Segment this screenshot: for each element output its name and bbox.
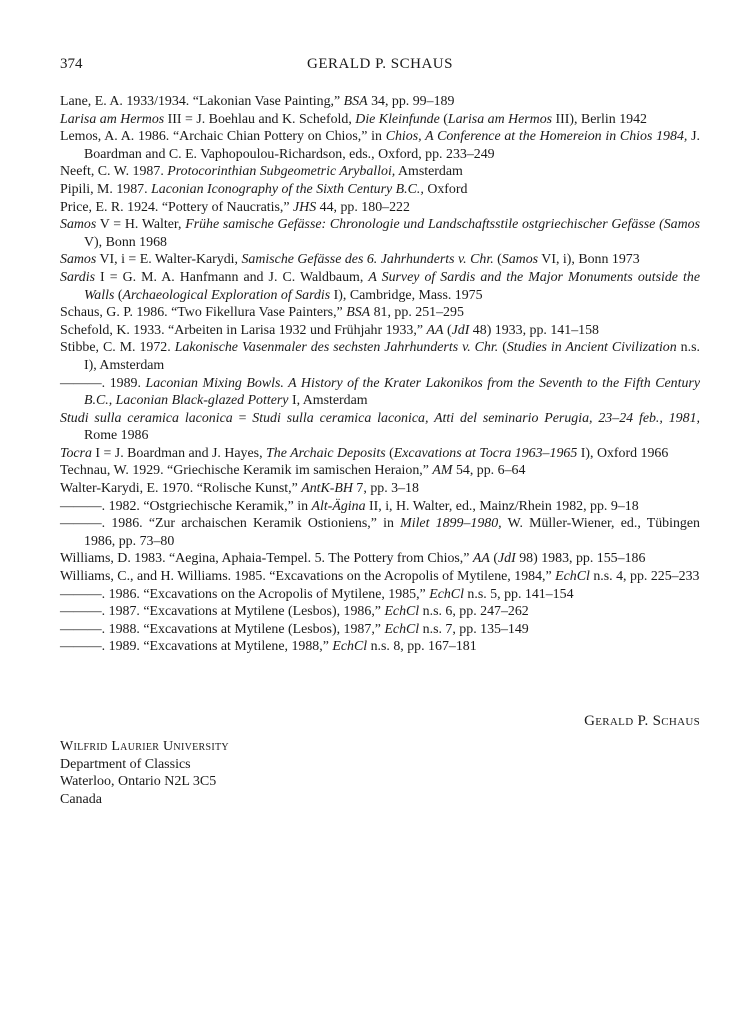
entry-text: V = H. Walter, (96, 217, 186, 233)
bibliography-entry (60, 251, 700, 269)
entry-text: Pipili, M. 1987. (60, 181, 152, 197)
entry-title: EchCl (429, 586, 464, 602)
bibliography-entry (60, 445, 700, 463)
entry-text: ———. 1987. “Excavations at Mytilene (Lesbos), 1986,” (60, 604, 385, 620)
entry-text: n.s. I), Amsterdam (84, 340, 700, 373)
entry-title: AA (472, 551, 490, 567)
bibliography-list (60, 93, 700, 656)
entry-text: Walter-Karydi, E. 1970. “Rolische Kunst,” (60, 481, 302, 497)
entry-title: AntK-BH (301, 481, 353, 497)
entry-title: EchCl (384, 621, 420, 637)
entry-text: Oxford (423, 181, 468, 197)
entry-text: 54, pp. 6–64 (452, 463, 526, 479)
bibliography-entry (60, 269, 700, 304)
bibliography-entry (60, 93, 700, 111)
entry-text: ———. 1986. “Excavations on the Acropolis of Mytilene, 1985,” (60, 586, 430, 602)
entry-text: Amsterdam (395, 164, 463, 180)
entry-text: ( (493, 252, 502, 268)
bibliography-entry (60, 586, 700, 604)
entry-text: Williams, D. 1983. “Aegina, Aphaia-Tempel. 5. The Pottery from Chios,” (60, 551, 473, 567)
running-head: GERALD P. SCHAUS (307, 56, 453, 72)
entry-title: Chios, A Conference at the Homereion in Chios 1984, (385, 129, 688, 145)
entry-text: I), Oxford 1966 (577, 445, 669, 461)
entry-text: 98) 1983, pp. 155–186 (515, 551, 646, 567)
entry-text: III = J. Boehlau and K. Schefold, (164, 111, 356, 127)
bibliography-entry (60, 515, 700, 550)
entry-text: ( (114, 287, 123, 303)
entry-text: ( (443, 322, 452, 338)
entry-title: Studies in Ancient Civilization (506, 340, 677, 356)
entry-text: ( (498, 340, 507, 356)
bibliography-entry (60, 550, 700, 568)
entry-text: Lemos, A. A. 1986. “Archaic Chian Pottery on Chios,” in (60, 129, 386, 145)
entry-text: ———. 1989. (60, 375, 146, 391)
entry-title: Tocra (60, 445, 92, 461)
bibliography-entry (60, 322, 700, 340)
bibliography-entry (60, 111, 700, 129)
page-number: 374 (60, 56, 83, 72)
entry-title: Protocorinthian Subgeometric Aryballoi, (167, 164, 396, 180)
bibliography-entry (60, 498, 700, 516)
entry-title: Larisa am Hermos (60, 111, 165, 127)
entry-text: VI, i = E. Walter-Karydi, (96, 252, 242, 268)
entry-title: Excavations at Tocra 1963–1965 (393, 445, 578, 461)
entry-text: Lane, E. A. 1933/1934. “Lakonian Vase Painting,” (60, 94, 344, 109)
entry-text: Schefold, K. 1933. “Arbeiten in Larisa 1932 und Frühjahr 1933,” (60, 322, 427, 338)
entry-text: n.s. 7, pp. 135–149 (419, 621, 529, 637)
entry-text: n.s. 4, pp. 225–233 (589, 569, 700, 585)
entry-text: II, i, H. Walter, ed., Mainz/Rhein 1982, pp. 9–18 (365, 498, 639, 514)
entry-title: Samos (501, 252, 539, 268)
entry-text: 81, pp. 251–295 (370, 305, 464, 321)
entry-text: 7, pp. 3–18 (352, 481, 419, 497)
entry-title: Laconian Iconography of the Sixth Century B.C., (151, 181, 424, 197)
bibliography-entry (60, 603, 700, 621)
bibliography-entry (60, 621, 700, 639)
entry-title: Laconian Mixing Bowls. A History of the Krater Lakonikos from the Seventh to the Fifth Century B.C., Laconian Black-glazed Pottery (84, 375, 701, 409)
entry-text: I, Amsterdam (288, 393, 368, 409)
entry-title: The Archaic Deposits (266, 445, 386, 461)
entry-title: Samos (60, 217, 97, 233)
entry-title: BSA (343, 94, 368, 109)
entry-text: J. Boardman and C. E. Vaphopoulou-Richardson, eds., Oxford, pp. 233–249 (84, 129, 700, 162)
entry-text: ———. 1986. “Zur archaischen Keramik Ostioniens,” in (60, 516, 401, 532)
entry-text: Schaus, G. P. 1986. “Two Fikellura Vase Painters,” (60, 305, 347, 321)
entry-text: Price, E. R. 1924. “Pottery of Naucratis,” (60, 199, 293, 215)
entry-title: JdI (451, 322, 470, 338)
entry-text: I = G. M. A. Hanfmann and J. C. Waldbaum, (95, 269, 369, 285)
entry-title: Alt-Ägina (311, 498, 366, 514)
entry-text: ———. 1989. “Excavations at Mytilene, 1988,” (60, 639, 333, 655)
entry-title: EchCl (332, 639, 368, 655)
bibliography-entry (60, 181, 700, 199)
entry-title: Studi sulla ceramica laconica (60, 410, 233, 426)
entry-text: 48) 1933, pp. 141–158 (469, 322, 599, 338)
entry-title: Larisa am Hermos (447, 111, 553, 127)
address-city: Waterloo, Ontario N2L 3C5 (60, 774, 217, 789)
address-institution: Wilfrid Laurier University (60, 739, 229, 754)
entry-text: Technau, W. 1929. “Griechische Keramik im samischen Heraion,” (60, 463, 433, 479)
entry-text: Rome 1986 (84, 428, 149, 444)
entry-title: Die Kleinfunde (355, 111, 440, 127)
entry-text: III), Berlin 1942 (552, 111, 647, 127)
entry-title: Studi sulla ceramica laconica, Atti del seminario Perugia, 23–24 feb., 1981, (252, 410, 700, 426)
entry-title: Frühe samische Gefässe: Chronologie und Landschaftsstile ostgriechischer Gefässe (Samos (185, 217, 700, 233)
address-department: Department of Classics (60, 756, 191, 772)
entry-text: W. Müller-Wiener, ed., Tübingen 1986, pp. 73–80 (84, 516, 700, 549)
entry-title: EchCl (384, 604, 420, 620)
entry-title: Archaeological Exploration of Sardis (122, 287, 331, 303)
entry-text: ———. 1988. “Excavations at Mytilene (Lesbos), 1987,” (60, 621, 385, 637)
bibliography-entry (60, 199, 700, 217)
entry-title: JdI (498, 551, 516, 567)
address-country: Canada (60, 791, 102, 807)
entry-text: I = J. Boardman and J. Hayes, (91, 445, 267, 461)
entry-text: V), Bonn 1968 (84, 234, 167, 250)
entry-title: Lakonische Vasenmaler des sechsten Jahrhunderts v. Chr. (174, 340, 499, 356)
entry-title: A Survey of Sardis and the Major Monuments outside the Walls (84, 269, 700, 303)
entry-title: Milet 1899–1980, (400, 516, 502, 532)
entry-title: Sardis (60, 269, 95, 285)
entry-text: Stibbe, C. M. 1972. (60, 340, 175, 356)
author-signature: Gerald P. Schaus (584, 713, 700, 729)
bibliography-entry (60, 339, 700, 374)
bibliography-entry (60, 163, 700, 181)
bibliography-entry (60, 410, 700, 445)
entry-text: ———. 1982. “Ostgriechische Keramik,” in (60, 498, 312, 514)
bibliography-entry (60, 375, 700, 410)
entry-title: AM (432, 463, 453, 479)
entry-text: n.s. 6, pp. 247–262 (419, 604, 529, 620)
page-header (60, 56, 700, 76)
entry-title: Samos (60, 252, 97, 268)
bibliography-entry (60, 128, 700, 163)
author-address (60, 738, 229, 808)
entry-title: Samische Gefässe des 6. Jahrhunderts v. Chr. (241, 252, 494, 268)
entry-title: JHS (293, 199, 317, 215)
entry-title: EchCl (555, 569, 590, 585)
entry-text: ( (489, 551, 499, 567)
entry-text: Neeft, C. W. 1987. (60, 164, 168, 180)
entry-text: ( (385, 445, 394, 461)
bibliography-entry (60, 638, 700, 656)
entry-text: I), Cambridge, Mass. 1975 (330, 287, 483, 303)
entry-text: n.s. 5, pp. 141–154 (463, 586, 574, 602)
bibliography-entry (60, 568, 700, 586)
entry-text: VI, i), Bonn 1973 (538, 252, 640, 268)
entry-text: 34, pp. 99–189 (367, 94, 455, 109)
entry-title: BSA (346, 305, 371, 321)
entry-text: Williams, C., and H. Williams. 1985. “Excavations on the Acropolis of Mytilene, 1984,” (60, 569, 556, 585)
entry-text: ( (439, 111, 448, 127)
entry-text: = (232, 410, 253, 426)
bibliography-entry (60, 480, 700, 498)
entry-title: AA (426, 322, 444, 338)
bibliography-entry (60, 304, 700, 322)
bibliography-entry (60, 462, 700, 480)
bibliography-entry (60, 216, 700, 251)
entry-text: 44, pp. 180–222 (316, 199, 410, 215)
entry-text: n.s. 8, pp. 167–181 (367, 639, 477, 655)
